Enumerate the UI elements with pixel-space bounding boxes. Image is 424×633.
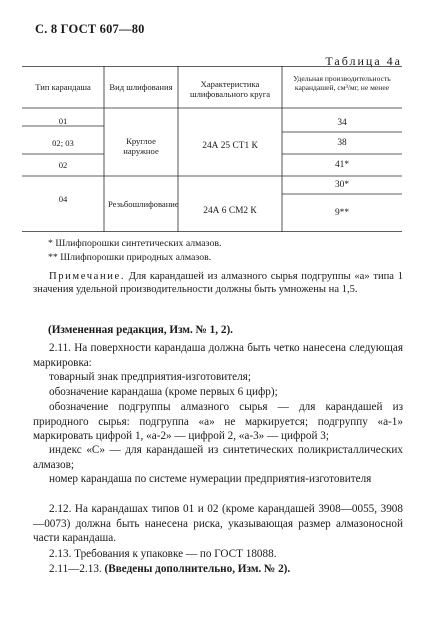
paragraph-2-11: 2.11. На поверхности карандаша должна быть четко нанесена следующая маркировка: [33, 342, 403, 369]
wheel-cell: 24А 6 СМ2 К [203, 206, 257, 216]
type-cell: 04 [58, 194, 68, 204]
productivity-table [22, 66, 402, 232]
running-head: С. 8 ГОСТ 607—80 [35, 22, 145, 36]
col-header-wheel: Характеристика шлифовального круга [189, 79, 271, 99]
wheel-cell: 24А 25 СТ1 К [202, 141, 258, 151]
grinding-cell: Круглое наружное [123, 136, 159, 156]
type-cell: 02; 03 [52, 138, 74, 148]
paragraph-2-12: 2.12. На карандашах типов 01 и 02 (кроме карандашей 3908—0055, 3908—0073) должна быть нанесена риска, указывающая размер алмазоносной части карандаша. [33, 503, 403, 544]
value-cell: 34 [337, 118, 347, 128]
marking-item: обозначение карандаша (кроме первых 6 цифр); [49, 386, 278, 398]
note-label: Примечание. [49, 271, 126, 282]
paragraph-2-11-2-13 [33, 562, 403, 577]
col-header-productivity: Удельная производительность карандашей, см³/мг, не менее [293, 74, 391, 92]
grinding-cell: Резьбошлифование [108, 199, 179, 209]
type-cell: 02 [58, 160, 68, 170]
marking-item: номер карандаша по системе нумерации предприятия-изготовителя [49, 473, 372, 485]
value-cell: 38 [337, 138, 347, 148]
col-header-grinding: Вид шлифования [109, 82, 173, 92]
note-text: Для карандашей из алмазного сырья подгруппы «а» типа 1 значения удельной производительности должны быть умножены на 1,5. [33, 271, 403, 295]
value-cell: 9** [334, 208, 350, 218]
marking-item: товарный знак предприятия-изготовителя; [49, 371, 251, 383]
table-caption: Таблица 4а [325, 54, 402, 68]
note [33, 270, 403, 296]
type-cell: 01 [58, 116, 68, 126]
paragraph-2-13: 2.13. Требования к упаковке — по ГОСТ 18088. [49, 548, 277, 560]
footnote: * Шлифпорошки синтетических алмазов. [48, 238, 222, 249]
paragraph-range: 2.11—2.13. [49, 563, 102, 575]
footnote: ** Шлифпорошки природных алмазов. [48, 252, 212, 263]
col-header-type: Тип карандаша [35, 82, 91, 92]
value-cell: 41* [334, 160, 350, 170]
marking-item: обозначение подгруппы алмазного сырья — для карандашей из природного сырья: подгруппа «а» не маркируется; подгруппу «а-1» маркировать цифрой 1, «а-2» — цифрой 2, «а-3» — цифрой 3; [33, 401, 403, 442]
value-cell: 30* [334, 180, 350, 190]
marking-item: индекс «С» — для карандашей из синтетических поликристаллических алмазов; [33, 444, 403, 471]
amendment-line: (Измененная редакция, Изм. № 1, 2). [48, 324, 233, 336]
amendment-note: (Введены дополнительно, Изм. № 2). [104, 563, 291, 575]
